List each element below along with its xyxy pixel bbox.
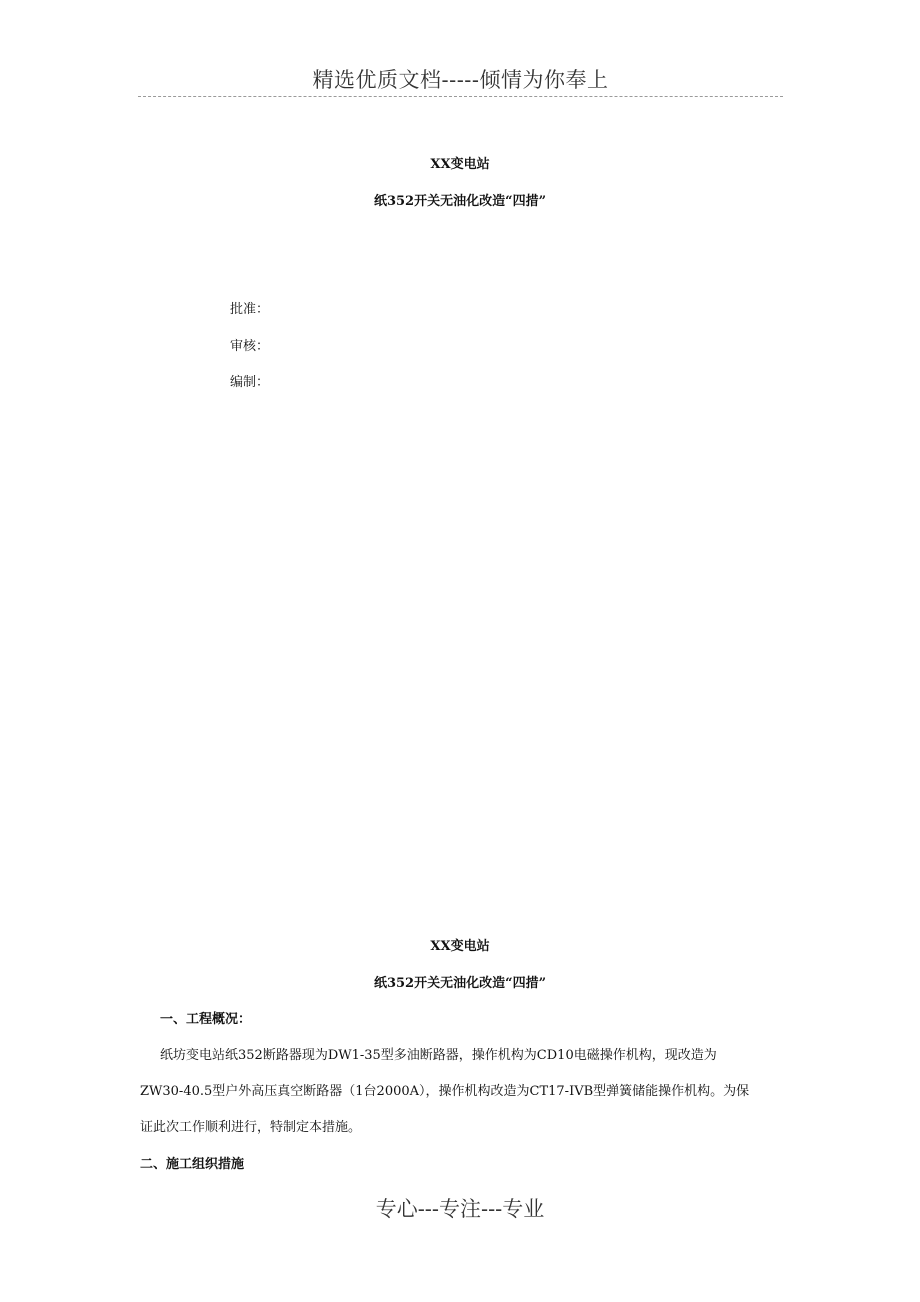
section-2-heading: 二、施工组织措施 — [140, 1157, 245, 1172]
cover-station-name: XX变电站 — [430, 157, 490, 172]
page-footer: 专心---专注---专业 — [375, 1197, 545, 1221]
section-1-paragraph-line: ZW30-40.5型户外高压真空断路器（1台2000A），操作机构改造为CT17-IVB型弹簧储能操作机构。为保 — [140, 1084, 750, 1099]
body-station-name: XX变电站 — [430, 939, 490, 954]
signature-review-label: 审核： — [230, 339, 270, 354]
signature-approve-label: 批准： — [230, 302, 270, 317]
signature-author-label: 编制： — [230, 375, 270, 390]
body-document-title: 纸352开关无油化改造“四措” — [373, 976, 547, 991]
page-header: 精选优质文档-----倾情为你奉上 — [138, 64, 783, 97]
cover-document-title: 纸352开关无油化改造“四措” — [373, 194, 547, 209]
section-1-heading: 一、工程概况： — [160, 1012, 252, 1027]
section-1-paragraph-line: 纸坊变电站纸352断路器现为DW1-35型多油断路器，操作机构为CD10电磁操作机构，现改造为 — [160, 1048, 717, 1063]
section-1-paragraph-line: 证此次工作顺利进行，特制定本措施。 — [140, 1120, 362, 1135]
